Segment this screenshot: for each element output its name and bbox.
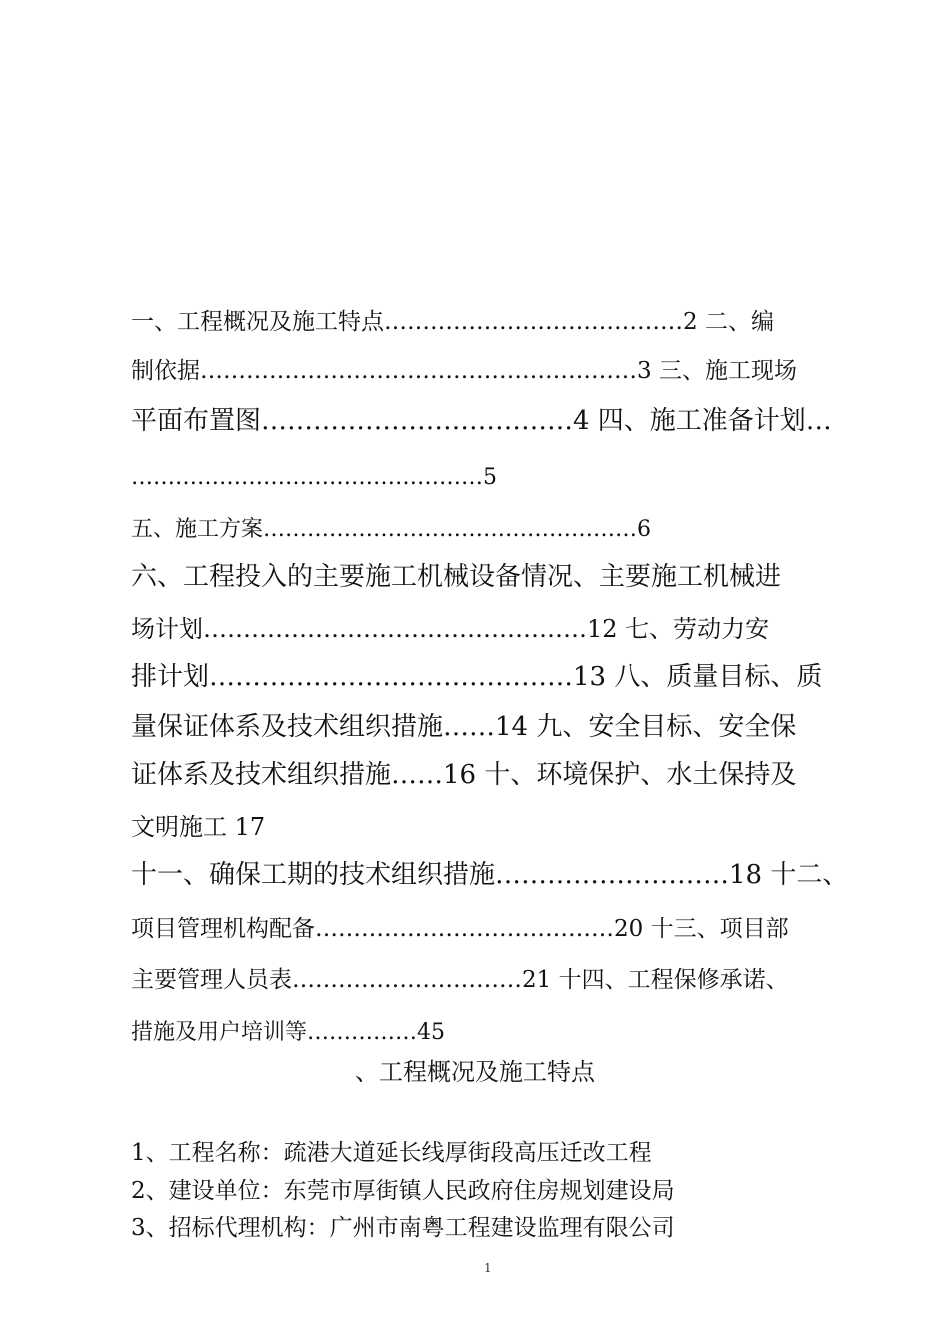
info-item-project-name: 1、工程名称：疏港大道延长线厚街段高压迁改工程 — [131, 1140, 652, 1166]
toc-line: 量保证体系及技术组织措施……14 九、安全目标、安全保 — [131, 712, 797, 742]
toc-line: 排计划……………………………………13 八、质量目标、质 — [131, 662, 823, 692]
toc-line: …………………………………………5 — [131, 465, 497, 490]
toc-line: 六、工程投入的主要施工机械设备情况、主要施工机械进 — [131, 562, 782, 592]
toc-line: 五、施工方案……………………………………………6 — [131, 517, 651, 542]
toc-line: 制依据…………………………………………………3 三、施工现场 — [131, 358, 797, 384]
info-item-owner: 2、建设单位：东莞市厚街镇人民政府住房规划建设局 — [131, 1178, 675, 1204]
page-number: 1 — [484, 1261, 492, 1275]
toc-line: 措施及用户培训等……………45 — [131, 1020, 445, 1045]
info-item-agency: 3、招标代理机构：广州市南粤工程建设监理有限公司 — [131, 1215, 675, 1241]
toc-line: 证体系及技术组织措施……16 十、环境保护、水土保持及 — [131, 760, 797, 790]
toc-line: 项目管理机构配备…………………………………20 十三、项目部 — [131, 916, 789, 942]
toc-line: 十一、确保工期的技术组织措施………………………18 十二、 — [131, 860, 849, 890]
toc-line: 文明施工 17 — [131, 813, 266, 841]
section-heading: 、工程概况及施工特点 — [355, 1058, 595, 1086]
toc-line: 一、工程概况及施工特点…………………………………2 二、编 — [131, 309, 774, 335]
toc-line: 场计划…………………………………………12 七、劳动力安 — [131, 615, 770, 643]
toc-line: 平面布置图………………………………4 四、施工准备计划… — [131, 406, 832, 436]
toc-line: 主要管理人员表…………………………21 十四、工程保修承诺、 — [131, 967, 789, 993]
